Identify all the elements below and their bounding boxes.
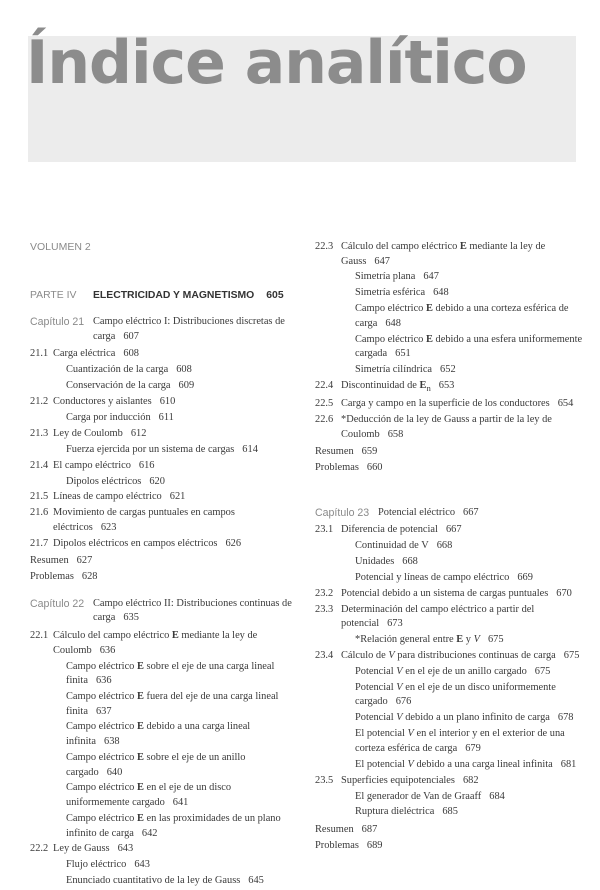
entry-number: 22.4 — [315, 380, 334, 392]
entry-title: Unidades — [355, 556, 395, 568]
entry-title: *Relación general entre E y V — [355, 634, 480, 646]
entry-title: Campo eléctrico E debido a una esfera uniformemente cargada — [355, 333, 583, 360]
subsection-entry — [315, 363, 593, 378]
page-number: 669 — [517, 571, 533, 583]
page-number: 636 — [95, 675, 112, 687]
section-entry — [30, 459, 292, 474]
part-title: ELECTRICIDAD Y MAGNETISMO — [93, 289, 255, 301]
page-number: 667 — [445, 524, 462, 536]
entry-title: Flujo eléctrico — [66, 859, 127, 871]
page-number: 637 — [95, 705, 112, 717]
page-number: 681 — [560, 758, 577, 770]
subsection-entry — [315, 555, 593, 570]
entry-title: Campo eléctrico I: Distribuciones discretas de carga — [93, 316, 285, 342]
subsection-entry — [30, 874, 292, 889]
toc-entry — [30, 570, 292, 585]
page-number: 675 — [563, 650, 580, 662]
page-number: 607 — [123, 330, 139, 342]
page-number: 652 — [440, 364, 456, 376]
section-entry — [315, 523, 593, 538]
subsection-entry — [315, 633, 593, 648]
section-entry — [30, 629, 292, 658]
entry-title: *Deducción de la ley de Gauss a partir de la ley de Coulomb — [341, 413, 552, 440]
page-number: 668 — [436, 540, 453, 552]
entry-title: Potencial V debido a un plano infinito de carga — [355, 712, 550, 724]
page-number: 635 — [123, 612, 139, 624]
entry-title: Campo eléctrico E debido a una carga lineal infinita — [66, 721, 251, 748]
page-number: 612 — [130, 427, 147, 439]
page-number: 648 — [433, 287, 449, 299]
toc-list-left — [30, 315, 292, 889]
subsection-entry — [315, 270, 593, 285]
page-number: 610 — [159, 396, 176, 408]
page-number: 620 — [149, 475, 165, 487]
section-entry — [315, 413, 593, 442]
section-entry — [315, 379, 593, 396]
section-entry — [315, 603, 593, 632]
section-entry — [30, 395, 292, 410]
subsection-entry — [315, 727, 593, 756]
entry-title: Problemas — [315, 462, 359, 474]
entry-title: Resumen — [315, 823, 354, 835]
entry-number: 23.4 — [315, 650, 334, 662]
subsection-entry — [315, 286, 593, 301]
page-number: 670 — [556, 587, 572, 599]
entry-title: Enunciado cuantitativo de la ley de Gauss — [66, 875, 241, 887]
entry-number: 21.1 — [30, 348, 49, 360]
page-number: 675 — [487, 634, 504, 646]
subsection-entry — [315, 805, 593, 820]
subsection-entry — [315, 539, 593, 554]
chapter-entry — [30, 597, 292, 626]
entry-number: 23.3 — [315, 603, 334, 615]
page-number: 621 — [169, 491, 186, 503]
page-number: 626 — [225, 537, 242, 549]
entry-title: Superficies equipotenciales — [341, 774, 455, 786]
page-number: 675 — [534, 665, 551, 677]
entry-title: Carga por inducción — [66, 411, 151, 423]
page-number: 636 — [99, 644, 116, 656]
section-entry — [30, 506, 292, 535]
toc-right-column — [315, 240, 593, 855]
entry-title: Ley de Coulomb — [53, 427, 123, 439]
entry-title: Potencial eléctrico — [378, 506, 456, 518]
subsection-entry — [30, 781, 292, 810]
section-entry — [30, 537, 292, 552]
subsection-entry — [30, 751, 292, 780]
entry-title: Campo eléctrico E en las proximidades de un plano infinito de carga — [66, 812, 281, 839]
entry-title: Simetría esférica — [355, 287, 426, 299]
page-number: 640 — [106, 766, 123, 778]
entry-number: 22.1 — [30, 630, 49, 642]
part-label: PARTE IV — [30, 289, 77, 301]
page-number: 685 — [442, 806, 458, 818]
page-number: 611 — [158, 411, 174, 423]
entry-title: Potencial V en el eje de un anillo cargado — [355, 665, 527, 677]
page-number: 651 — [395, 348, 411, 360]
entry-title: Dipolos eléctricos — [66, 475, 142, 487]
toc-entry — [315, 461, 593, 476]
page-number: 679 — [465, 742, 481, 754]
entry-number: 21.7 — [30, 537, 49, 549]
toc-entry — [315, 839, 593, 854]
page-number: 659 — [361, 446, 378, 458]
chapter-entry — [315, 506, 593, 521]
page-number: 660 — [366, 462, 383, 474]
entry-title: Problemas — [30, 571, 74, 583]
page-number: 682 — [462, 774, 479, 786]
entry-title: El potencial V debido a una carga lineal infinita — [355, 758, 553, 770]
entry-number: Capítulo 21 — [30, 316, 85, 329]
entry-number: 22.3 — [315, 241, 334, 252]
subsection-entry — [315, 758, 593, 773]
page-number: 684 — [489, 790, 505, 802]
toc-left-column — [30, 240, 292, 890]
page-number: 647 — [423, 271, 439, 283]
entry-title: Problemas — [315, 839, 359, 851]
page-number: 676 — [395, 696, 412, 708]
subsection-entry — [30, 443, 292, 458]
page-number: 643 — [117, 843, 134, 855]
page-number: 678 — [557, 712, 574, 724]
page-number: 628 — [81, 571, 98, 583]
entry-number: 23.1 — [315, 524, 334, 536]
subsection-entry — [315, 711, 593, 726]
entry-number: 22.5 — [315, 398, 334, 410]
page-number: 654 — [557, 398, 574, 410]
entry-number: Capítulo 22 — [30, 597, 85, 610]
entry-title: Carga y campo en la superficie de los conductores — [341, 398, 550, 410]
entry-title: Dipolos eléctricos en campos eléctricos — [53, 537, 218, 549]
part-heading — [30, 289, 292, 304]
entry-title: El generador de Van de Graaff — [355, 790, 482, 802]
subsection-entry — [30, 363, 292, 378]
entry-title: Campo eléctrico E en el eje de un disco uniformemente cargado — [66, 782, 232, 809]
entry-title: Resumen — [315, 446, 354, 458]
entry-title: Potencial debido a un sistema de cargas puntuales — [341, 587, 549, 599]
subsection-entry — [30, 379, 292, 394]
subsection-entry — [30, 720, 292, 749]
entry-title: Simetría cilíndrica — [355, 364, 433, 376]
entry-title: Cálculo de V para distribuciones continuas de carga — [341, 650, 556, 662]
entry-title: Campo eléctrico E sobre el eje de un anillo cargado — [66, 751, 246, 778]
entry-number: 23.5 — [315, 774, 334, 786]
entry-number: Capítulo 23 — [315, 506, 370, 519]
entry-number: 22.2 — [30, 843, 49, 855]
page-number: 614 — [242, 443, 258, 455]
subsection-entry — [30, 812, 292, 841]
page-number: 627 — [76, 555, 93, 567]
section-entry — [30, 427, 292, 442]
entry-title: Movimiento de cargas puntuales en campos eléctricos — [53, 507, 235, 533]
page-number: 608 — [123, 348, 139, 360]
page-number: 668 — [402, 556, 418, 568]
page-number: 667 — [463, 506, 479, 518]
entry-title: Conductores y aislantes — [53, 396, 152, 408]
entry-title: Cálculo del campo eléctrico E mediante la ley de Gauss — [341, 241, 546, 267]
entry-number: 22.6 — [315, 413, 334, 425]
entry-number: 21.5 — [30, 491, 49, 503]
page-number: 687 — [361, 823, 378, 835]
entry-number: 21.3 — [30, 427, 49, 439]
subsection-entry — [30, 475, 292, 490]
entry-title: Cuantización de la carga — [66, 364, 169, 376]
page-number: 653 — [438, 380, 455, 392]
page-number: 645 — [248, 875, 264, 887]
chapter-entry — [30, 315, 292, 344]
entry-title: Discontinuidad de $E_n$ — [341, 380, 431, 394]
entry-title: Campo eléctrico E sobre el eje de una carga lineal finita — [66, 660, 275, 687]
toc-entry — [315, 823, 593, 838]
subsection-entry — [315, 333, 593, 362]
section-entry — [30, 490, 292, 505]
toc-entry — [315, 445, 593, 460]
entry-title: Campo eléctrico II: Distribuciones continuas de carga — [93, 597, 292, 624]
part-page: 605 — [266, 289, 284, 301]
subsection-entry — [30, 858, 292, 873]
entry-title: Ruptura dieléctrica — [355, 806, 435, 818]
subsection-entry — [315, 302, 593, 331]
subsection-entry — [30, 411, 292, 426]
subsection-entry — [315, 665, 593, 680]
page-number: 673 — [387, 618, 403, 630]
section-entry — [30, 347, 292, 362]
page-number: 638 — [104, 736, 120, 748]
subsection-entry — [30, 690, 292, 719]
page-number: 647 — [374, 255, 390, 267]
entry-title: Potencial y líneas de campo eléctrico — [355, 571, 510, 583]
page-number: 643 — [134, 859, 150, 871]
page-number: 658 — [387, 428, 404, 440]
section-entry — [30, 842, 292, 857]
entry-number: 21.4 — [30, 459, 49, 471]
entry-title: Continuidad de V — [355, 540, 429, 552]
entry-title: Fuerza ejercida por un sistema de cargas — [66, 443, 235, 455]
entry-title: Potencial V en el eje de un disco uniformemente cargado — [355, 681, 556, 708]
subsection-entry — [30, 660, 292, 689]
entry-number: 21.6 — [30, 507, 49, 519]
subsection-entry — [315, 790, 593, 805]
entry-title: Determinación del campo eléctrico a partir del potencial — [341, 603, 535, 630]
page-number: 641 — [172, 797, 189, 809]
entry-title: Diferencia de potencial — [341, 524, 438, 536]
volume-label: VOLUMEN 2 — [30, 241, 91, 253]
entry-title: Conservación de la carga — [66, 380, 171, 392]
toc-list-right — [315, 240, 593, 853]
page-number: 648 — [385, 317, 401, 329]
page-title: Índice analítico — [26, 28, 527, 98]
entry-title: Resumen — [30, 555, 69, 567]
entry-title: Campo eléctrico E fuera del eje de una carga lineal finita — [66, 691, 279, 717]
page-number: 609 — [178, 380, 195, 392]
section-entry — [315, 240, 593, 269]
page-number: 616 — [138, 459, 155, 471]
entry-title: El campo eléctrico — [53, 459, 131, 471]
entry-title: Simetría plana — [355, 271, 416, 283]
entry-title: Cálculo del campo eléctrico E mediante la ley de Coulomb — [53, 630, 258, 656]
section-entry — [315, 774, 593, 789]
entry-number: 21.2 — [30, 396, 49, 408]
entry-title: Líneas de campo eléctrico — [53, 491, 162, 503]
section-entry — [315, 587, 593, 602]
entry-title: El potencial V en el interior y en el exterior de una corteza esférica de carga — [355, 728, 565, 754]
subsection-entry — [315, 681, 593, 710]
page-number: 642 — [141, 827, 158, 839]
page-number: 689 — [366, 839, 383, 851]
entry-title: Campo eléctrico E debido a una corteza esférica de carga — [355, 303, 569, 329]
section-entry — [315, 649, 593, 664]
subsection-entry — [315, 571, 593, 586]
section-entry — [315, 397, 593, 412]
entry-number: 23.2 — [315, 587, 334, 599]
entry-title: Ley de Gauss — [53, 843, 110, 855]
page-number: 608 — [176, 364, 192, 376]
page-number: 623 — [100, 521, 117, 533]
toc-entry — [30, 554, 292, 569]
entry-title: Carga eléctrica — [53, 348, 116, 360]
